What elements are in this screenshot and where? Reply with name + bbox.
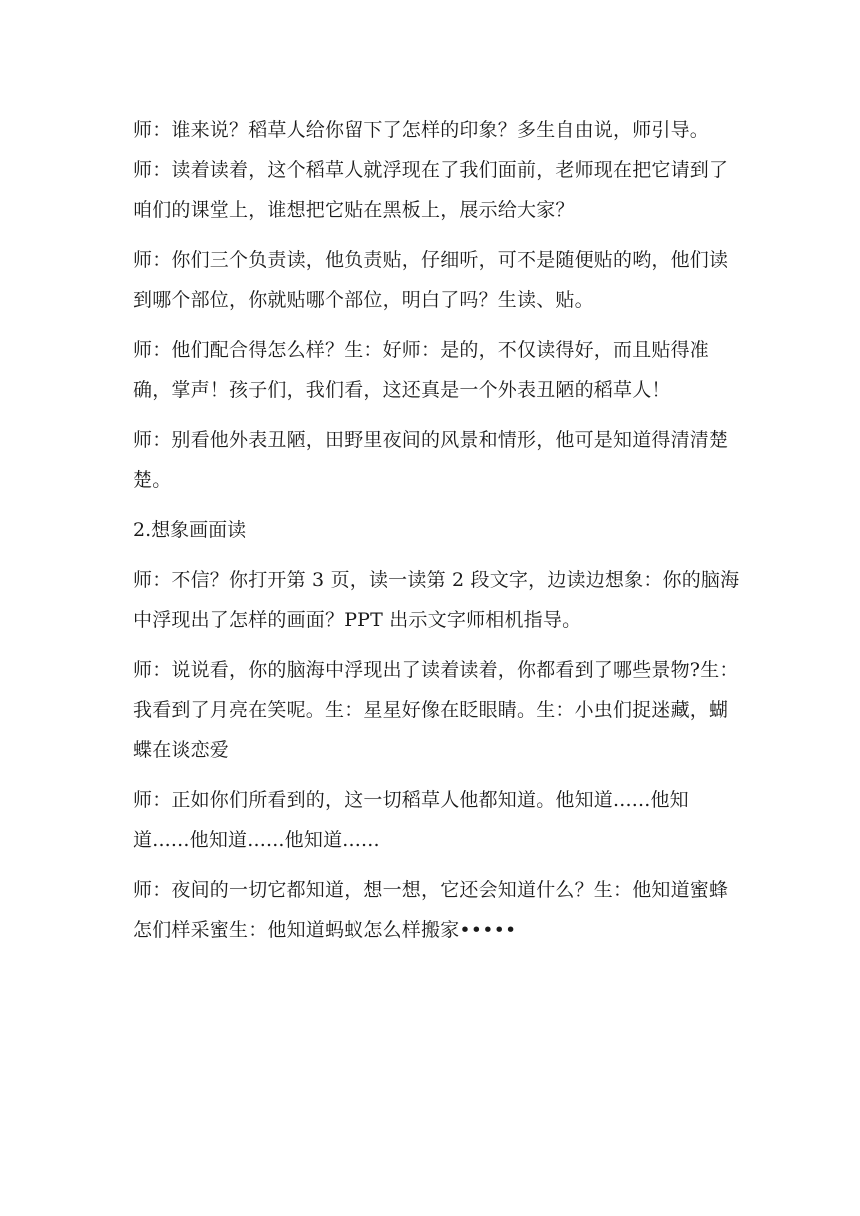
paragraph-9: 师：夜间的一切它都知道，想一想，它还会知道什么？生：他知道蜜蜂怎们样采蜜生：他知道蚂蚁怎么样搬家••••• (133, 879, 729, 941)
paragraph-1: 师：谁来说？稻草人给你留下了怎样的印象？多生自由说，师引导。 (133, 119, 710, 141)
section-heading: 2.想象画面读 (133, 519, 247, 541)
paragraph-2: 师：读着读着，这个稻草人就浮现在了我们面前，老师现在把它请到了咱们的课堂上，谁想把它贴在黑板上，展示给大家？ (133, 159, 729, 221)
paragraph-8: 师：正如你们所看到的，这一切稻草人他都知道。他知道......他知道......他知道......他知道...... (133, 789, 689, 851)
paragraph-4: 师：他们配合得怎么样？生：好师：是的，不仅读得好，而且贴得准确，掌声！孩子们，我们看，这还真是一个外表丑陋的稻草人！ (133, 339, 710, 401)
document-body (133, 110, 743, 960)
paragraph-5: 师：别看他外表丑陋，田野里夜间的风景和情形，他可是知道得清清楚楚。 (133, 429, 729, 491)
paragraph-6: 师：不信？你打开第 3 页，读一读第 2 段文字，边读边想象：你的脑海中浮现出了怎样的画面？PPT 出示文字师相机指导。 (133, 569, 740, 631)
paragraph-7: 师：说说看，你的脑海中浮现出了读着读着，你都看到了哪些景物?生：我看到了月亮在笑呢。生：星星好像在眨眼睛。生：小虫们捉迷藏，蝴蝶在谈恋爱 (133, 659, 739, 761)
paragraph-3: 师：你们三个负责读，他负责贴，仔细听，可不是随便贴的哟，他们读到哪个部位，你就贴哪个部位，明白了吗？生读、贴。 (133, 249, 729, 311)
